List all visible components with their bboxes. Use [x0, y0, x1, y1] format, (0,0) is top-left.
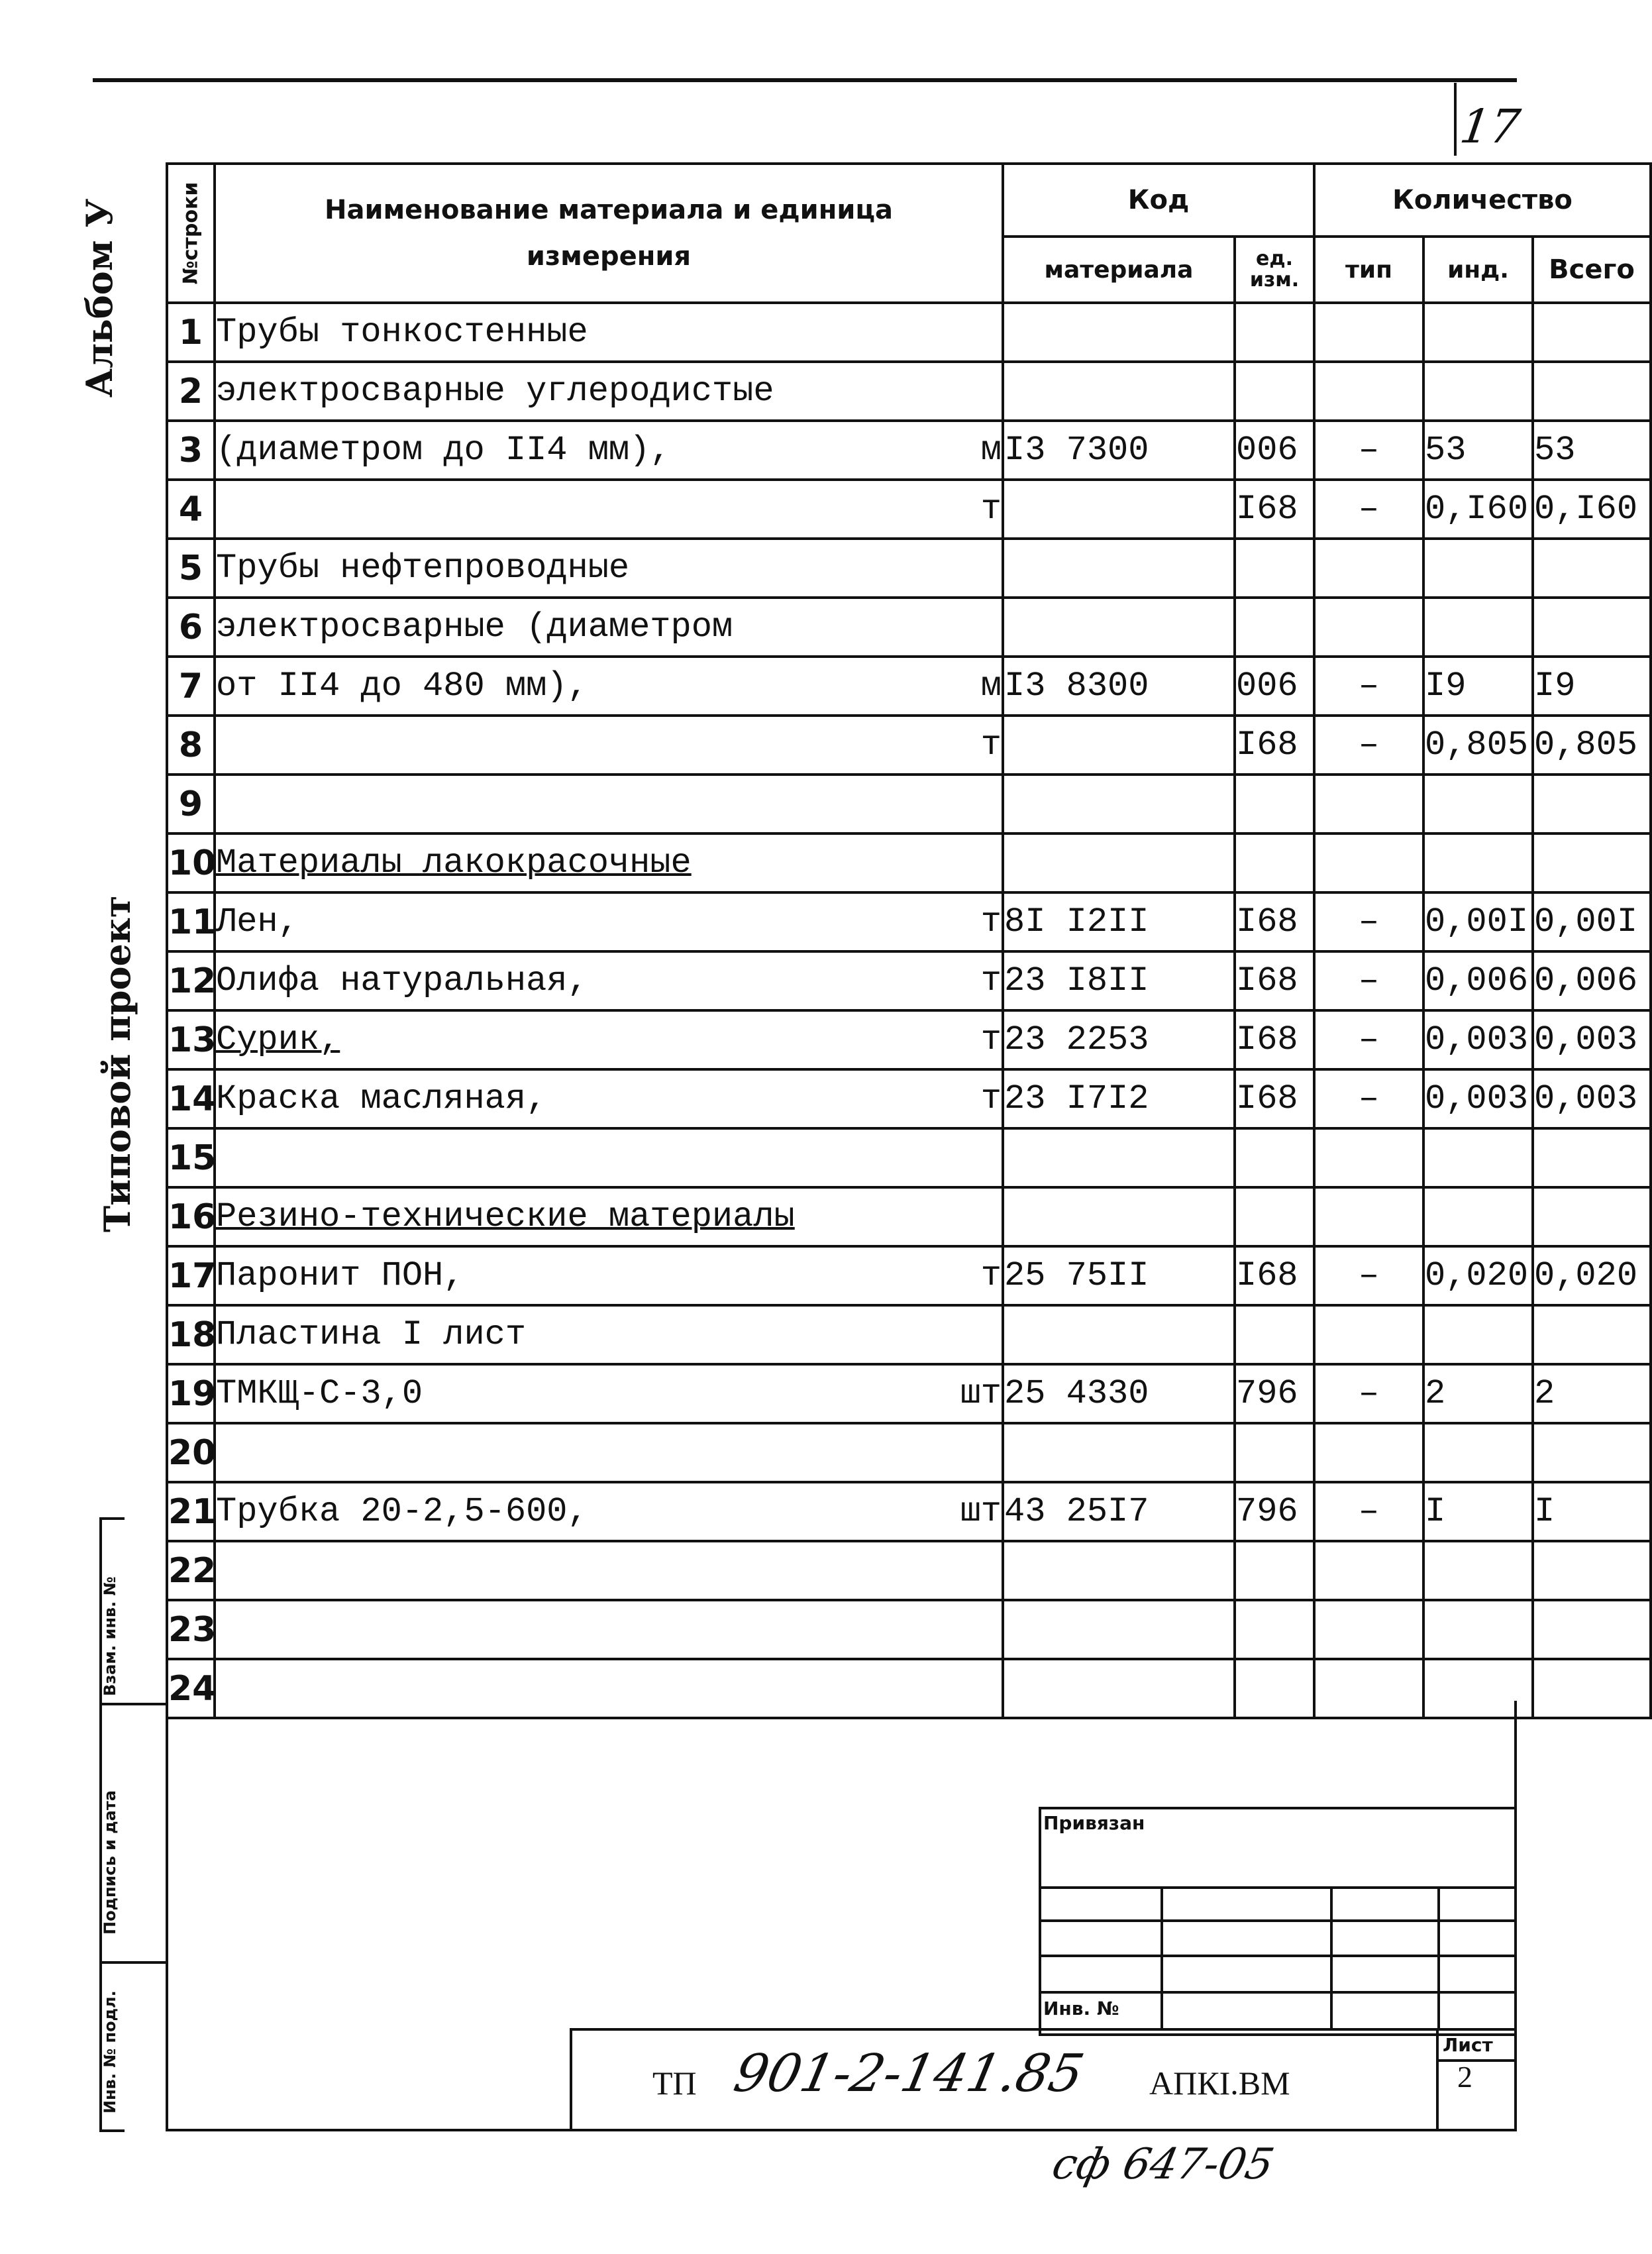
qty-type-cell: – — [1314, 716, 1423, 775]
row-number-cell: 11 — [167, 892, 215, 951]
table-row — [167, 657, 1651, 716]
table-row — [167, 1246, 1651, 1305]
material-code-cell — [1003, 833, 1235, 892]
material-name-cell: от II4 до 480 мм), — [215, 657, 754, 716]
material-code-cell — [1003, 598, 1235, 657]
unit-code-cell — [1235, 598, 1314, 657]
qty-ind-cell — [1423, 1128, 1533, 1187]
table-row — [167, 716, 1651, 775]
unit-of-measure-cell — [754, 775, 1003, 833]
sheet-label: Лист — [1443, 2034, 1493, 2056]
row-number-cell: 24 — [167, 1659, 215, 1718]
qty-type-cell: – — [1314, 480, 1423, 539]
qty-total-cell — [1533, 1423, 1651, 1482]
unit-of-measure-cell: м — [754, 657, 1003, 716]
qty-ind-cell — [1423, 833, 1533, 892]
material-code-cell — [1003, 362, 1235, 421]
qty-ind-header: инд. — [1423, 237, 1533, 303]
unit-of-measure-cell: т — [754, 892, 1003, 951]
material-name-cell — [215, 1659, 754, 1718]
material-name-cell: электросварные углеродистые — [215, 362, 754, 421]
quantity-header: Количество — [1314, 164, 1651, 237]
material-name-cell: Паронит ПОН, — [215, 1246, 754, 1305]
unit-of-measure-cell — [754, 303, 1003, 362]
section-title: Материалы лакокрасочные — [216, 843, 692, 883]
stamp-line — [1039, 1991, 1517, 1994]
row-number-cell: 5 — [167, 539, 215, 598]
qty-ind-cell — [1423, 1305, 1533, 1364]
unit-code-cell: 796 — [1235, 1482, 1314, 1541]
row-number-cell: 22 — [167, 1541, 215, 1600]
stamp-col-line — [1161, 1886, 1163, 2031]
unit-code-cell — [1235, 1423, 1314, 1482]
qty-ind-cell: 0,003 — [1423, 1069, 1533, 1128]
material-name-cell — [215, 1187, 795, 1246]
unit-code-cell: I68 — [1235, 1069, 1314, 1128]
page-number: 17 — [1457, 99, 1523, 154]
unit-of-measure-cell — [754, 362, 1003, 421]
row-number-cell: 9 — [167, 775, 215, 833]
qty-ind-cell: 2 — [1423, 1364, 1533, 1423]
unit-of-measure-cell — [754, 1541, 1003, 1600]
qty-type-cell: – — [1314, 892, 1423, 951]
qty-type-cell — [1314, 598, 1423, 657]
frame-left — [166, 1701, 168, 2131]
material-name-cell: ТМКЩ-С-3,0 — [215, 1364, 754, 1423]
row-number-cell: 17 — [167, 1246, 215, 1305]
unit-code-cell — [1235, 1128, 1314, 1187]
qty-ind-cell — [1423, 362, 1533, 421]
left-stamp-label: Подпись и дата — [101, 1790, 119, 1935]
table-row — [167, 1128, 1651, 1187]
qty-type-cell — [1314, 775, 1423, 833]
qty-total-cell: I9 — [1533, 657, 1651, 716]
qty-total-cell — [1533, 1600, 1651, 1659]
qty-total-cell: 0,00I — [1533, 892, 1651, 951]
qty-ind-cell: 0,805 — [1423, 716, 1533, 775]
qty-ind-cell — [1423, 775, 1533, 833]
qty-ind-cell — [1423, 1423, 1533, 1482]
material-code-cell — [1003, 716, 1235, 775]
qty-total-cell — [1533, 1659, 1651, 1718]
unit-of-measure-cell: т — [754, 1010, 1003, 1069]
qty-type-cell: – — [1314, 1364, 1423, 1423]
material-code-cell — [1003, 303, 1235, 362]
qty-total-cell — [1533, 1541, 1651, 1600]
code-unit-header: ед. изм. — [1235, 237, 1314, 303]
material-name-cell — [215, 1541, 754, 1600]
unit-code-cell: I68 — [1235, 892, 1314, 951]
qty-type-cell: – — [1314, 1069, 1423, 1128]
table-row — [167, 303, 1651, 362]
unit-code-cell: I68 — [1235, 716, 1314, 775]
material-name-cell — [215, 833, 754, 892]
qty-total-cell — [1533, 362, 1651, 421]
material-code-cell: I3 7300 — [1003, 421, 1235, 480]
table-row — [167, 1541, 1651, 1600]
qty-total-cell — [1533, 833, 1651, 892]
unit-code-cell — [1235, 303, 1314, 362]
qty-total-cell: 53 — [1533, 421, 1651, 480]
unit-code-cell: I68 — [1235, 1010, 1314, 1069]
row-number-cell: 14 — [167, 1069, 215, 1128]
unit-code-cell: I68 — [1235, 1246, 1314, 1305]
material-name-cell: Пластина I лист — [215, 1305, 754, 1364]
row-number-cell: 6 — [167, 598, 215, 657]
qty-type-cell: – — [1314, 1010, 1423, 1069]
table-row — [167, 1423, 1651, 1482]
qty-total-cell: 0,805 — [1533, 716, 1651, 775]
material-name-cell: Лен, — [215, 892, 754, 951]
material-name-cell — [215, 1010, 754, 1069]
project-label: Типовой проект — [96, 895, 138, 1232]
unit-of-measure-cell — [754, 539, 1003, 598]
qty-type-cell — [1314, 539, 1423, 598]
unit-code-cell — [1235, 1659, 1314, 1718]
unit-of-measure-cell — [754, 1305, 1003, 1364]
material-code-cell: 23 I7I2 — [1003, 1069, 1235, 1128]
material-code-cell: 25 75II — [1003, 1246, 1235, 1305]
material-name-cell: (диаметром до II4 мм), — [215, 421, 754, 480]
qty-total-cell — [1533, 1187, 1651, 1246]
stamp-line — [1039, 1955, 1517, 1957]
material-name-cell — [215, 1423, 754, 1482]
unit-code-cell: 006 — [1235, 421, 1314, 480]
qty-total-cell — [1533, 598, 1651, 657]
row-number-cell: 10 — [167, 833, 215, 892]
row-number-cell: 2 — [167, 362, 215, 421]
qty-type-cell — [1314, 1305, 1423, 1364]
code-header: Код — [1003, 164, 1314, 237]
row-number-cell: 4 — [167, 480, 215, 539]
material-code-cell: 23 2253 — [1003, 1010, 1235, 1069]
album-label: Альбом У — [78, 198, 121, 398]
material-code-cell: 43 25I7 — [1003, 1482, 1235, 1541]
table-row — [167, 480, 1651, 539]
top-border-line — [93, 78, 1517, 82]
qty-ind-cell — [1423, 1600, 1533, 1659]
qty-type-cell — [1314, 1423, 1423, 1482]
sheet-number: 2 — [1457, 2060, 1472, 2094]
qty-type-cell — [1314, 362, 1423, 421]
qty-total-cell: 0,I60 — [1533, 480, 1651, 539]
row-number-cell: 20 — [167, 1423, 215, 1482]
row-number-cell: 19 — [167, 1364, 215, 1423]
unit-of-measure-cell: т — [754, 951, 1003, 1010]
row-number-cell: 15 — [167, 1128, 215, 1187]
qty-total-cell — [1533, 1128, 1651, 1187]
qty-type-cell: – — [1314, 1246, 1423, 1305]
left-stamp-divider — [99, 1703, 166, 1705]
row-number-cell: 7 — [167, 657, 215, 716]
unit-of-measure-cell — [754, 598, 1003, 657]
material-name-cell: Олифа натуральная, — [215, 951, 754, 1010]
unit-code-cell — [1235, 1541, 1314, 1600]
section-title: Резино-технические материалы — [216, 1197, 795, 1236]
qty-ind-cell: 53 — [1423, 421, 1533, 480]
section-title: Сурик, — [216, 1020, 340, 1059]
stamp-col-line — [1330, 1886, 1333, 2031]
material-name-cell: Краска масляная, — [215, 1069, 754, 1128]
unit-of-measure-cell: шт — [754, 1364, 1003, 1423]
qty-type-cell: – — [1314, 1482, 1423, 1541]
unit-code-cell — [1235, 775, 1314, 833]
qty-ind-cell: I — [1423, 1482, 1533, 1541]
unit-of-measure-cell: шт — [754, 1482, 1003, 1541]
page-number-divider — [1454, 83, 1457, 156]
stamp-col-line — [1437, 1886, 1440, 2031]
unit-code-cell — [1235, 539, 1314, 598]
code-material-header: материала — [1003, 237, 1235, 303]
qty-total-cell: I — [1533, 1482, 1651, 1541]
unit-of-measure-cell — [754, 1128, 1003, 1187]
material-code-cell — [1003, 539, 1235, 598]
table-row — [167, 1659, 1651, 1718]
material-name-cell: Трубы тонкостенные — [215, 303, 754, 362]
unit-of-measure-cell: т — [754, 480, 1003, 539]
material-code-cell — [1003, 1128, 1235, 1187]
table-row — [167, 1305, 1651, 1364]
qty-total-cell — [1533, 1305, 1651, 1364]
qty-ind-cell — [1423, 303, 1533, 362]
unit-code-cell: 796 — [1235, 1364, 1314, 1423]
qty-ind-cell — [1423, 1541, 1533, 1600]
material-code-cell — [1003, 1187, 1235, 1246]
row-number-header: №строки — [167, 164, 215, 303]
material-code-cell: 25 4330 — [1003, 1364, 1235, 1423]
unit-code-cell — [1235, 1187, 1314, 1246]
table-row — [167, 1482, 1651, 1541]
unit-code-cell — [1235, 1600, 1314, 1659]
material-name-cell — [215, 1128, 754, 1187]
material-code-cell — [1003, 775, 1235, 833]
material-code-cell — [1003, 1423, 1235, 1482]
qty-type-cell — [1314, 1128, 1423, 1187]
unit-of-measure-cell: т — [754, 1246, 1003, 1305]
material-name-header: Наименование материала и единица измерения — [215, 164, 1003, 303]
handwritten-note: сф 647-05 — [1048, 2140, 1278, 2189]
unit-code-cell: 006 — [1235, 657, 1314, 716]
qty-total-cell — [1533, 539, 1651, 598]
binding-label: Привязан — [1043, 1812, 1145, 1834]
qty-total-cell: 2 — [1533, 1364, 1651, 1423]
row-number-cell: 21 — [167, 1482, 215, 1541]
qty-type-cell: – — [1314, 951, 1423, 1010]
qty-type-cell — [1314, 1659, 1423, 1718]
qty-ind-cell: 0,003 — [1423, 1010, 1533, 1069]
table-row — [167, 892, 1651, 951]
row-number-cell: 1 — [167, 303, 215, 362]
table-row — [167, 951, 1651, 1010]
row-number-cell: 8 — [167, 716, 215, 775]
table-row — [167, 1600, 1651, 1659]
material-code-cell — [1003, 1541, 1235, 1600]
material-code-cell — [1003, 1659, 1235, 1718]
row-number-cell: 13 — [167, 1010, 215, 1069]
material-name-cell — [215, 1600, 754, 1659]
qty-total-cell: 0,006 — [1533, 951, 1651, 1010]
material-code-cell — [1003, 480, 1235, 539]
qty-ind-cell — [1423, 598, 1533, 657]
material-code-cell: 23 I8II — [1003, 951, 1235, 1010]
unit-code-cell: I68 — [1235, 951, 1314, 1010]
left-stamp-label: Взам. инв. № — [101, 1576, 119, 1696]
unit-of-measure-cell — [754, 1423, 1003, 1482]
qty-total-header: Всего — [1533, 237, 1651, 303]
qty-total-cell: 0,003 — [1533, 1010, 1651, 1069]
qty-type-cell: – — [1314, 421, 1423, 480]
table-row — [167, 598, 1651, 657]
row-number-cell: 16 — [167, 1187, 215, 1246]
material-name-cell — [215, 716, 754, 775]
unit-of-measure-cell: т — [754, 1069, 1003, 1128]
qty-type-cell — [1314, 1187, 1423, 1246]
unit-code-cell — [1235, 362, 1314, 421]
document-code: АПКI.ВМ — [1149, 2065, 1290, 2102]
unit-code-cell: I68 — [1235, 480, 1314, 539]
qty-ind-cell — [1423, 539, 1533, 598]
qty-ind-cell — [1423, 1187, 1533, 1246]
qty-type-cell — [1314, 303, 1423, 362]
qty-type-cell — [1314, 1541, 1423, 1600]
row-number-cell: 18 — [167, 1305, 215, 1364]
row-number-cell: 12 — [167, 951, 215, 1010]
document-number: 901-2-141.85 — [729, 2044, 1089, 2104]
table-row — [167, 1010, 1651, 1069]
stamp-line — [1039, 1919, 1517, 1922]
unit-code-cell — [1235, 833, 1314, 892]
qty-type-cell: – — [1314, 657, 1423, 716]
table-row — [167, 775, 1651, 833]
qty-ind-cell: 0,00I — [1423, 892, 1533, 951]
material-name-cell: электросварные (диаметром — [215, 598, 754, 657]
left-stamp-label: Инв. № подл. — [101, 1990, 119, 2114]
sheet-divider — [1436, 2028, 1439, 2129]
material-code-cell: I3 8300 — [1003, 657, 1235, 716]
material-code-cell: 8I I2II — [1003, 892, 1235, 951]
qty-type-header: тип — [1314, 237, 1423, 303]
table-row — [167, 1069, 1651, 1128]
materials-table — [166, 162, 1638, 1719]
row-number-cell: 23 — [167, 1600, 215, 1659]
table-row — [167, 421, 1651, 480]
qty-total-cell: 0,003 — [1533, 1069, 1651, 1128]
table-row — [167, 362, 1651, 421]
row-number-cell: 3 — [167, 421, 215, 480]
unit-of-measure-cell — [754, 833, 1003, 892]
material-code-cell — [1003, 1600, 1235, 1659]
material-name-cell — [215, 775, 754, 833]
material-name-cell: Трубка 20-2,5-600, — [215, 1482, 754, 1541]
tp-label: ТП — [652, 2065, 697, 2102]
qty-type-cell — [1314, 1600, 1423, 1659]
table-row — [167, 833, 1651, 892]
qty-ind-cell: 0,020 — [1423, 1246, 1533, 1305]
unit-of-measure-cell — [754, 1600, 1003, 1659]
unit-of-measure-cell: м — [754, 421, 1003, 480]
qty-total-cell — [1533, 303, 1651, 362]
qty-ind-cell: 0,I60 — [1423, 480, 1533, 539]
table-row — [167, 1187, 1651, 1246]
material-name-cell — [215, 480, 754, 539]
left-stamp-divider — [99, 1961, 166, 1964]
sheet-line — [1436, 2059, 1517, 2062]
table-row — [167, 1364, 1651, 1423]
material-name-cell: Трубы нефтепроводные — [215, 539, 754, 598]
unit-of-measure-cell — [754, 1659, 1003, 1718]
table-row — [167, 539, 1651, 598]
qty-total-cell: 0,020 — [1533, 1246, 1651, 1305]
qty-ind-cell: I9 — [1423, 657, 1533, 716]
stamp-line — [1039, 1886, 1517, 1889]
qty-type-cell — [1314, 833, 1423, 892]
qty-ind-cell: 0,006 — [1423, 951, 1533, 1010]
inventory-label: Инв. № — [1043, 1998, 1119, 2019]
material-code-cell — [1003, 1305, 1235, 1364]
unit-code-cell — [1235, 1305, 1314, 1364]
unit-of-measure-cell: т — [754, 716, 1003, 775]
qty-total-cell — [1533, 775, 1651, 833]
